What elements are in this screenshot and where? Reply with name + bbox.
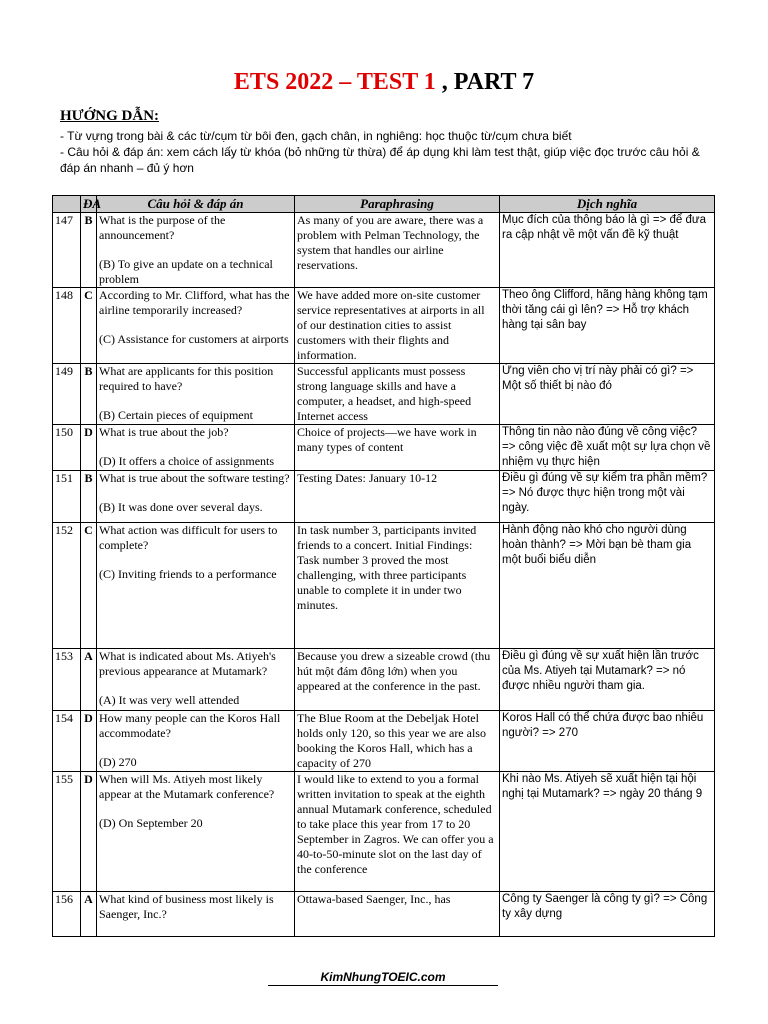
table-row: [53, 649, 715, 711]
answer-letter: B: [81, 364, 97, 425]
answer-text: (B) Certain pieces of equipment: [99, 408, 253, 422]
answer-letter: C: [81, 523, 97, 649]
table-row: [53, 213, 715, 288]
translation-cell: Thông tin nào nào đúng về công việc? => công việc đề xuất một sự lựa chọn về nhiệm vụ thực hiện: [500, 425, 715, 471]
question-cell: [97, 471, 295, 523]
translation-cell: Điều gì đúng về sự kiểm tra phần mềm? => Nó được thực hiện trong một vài ngày.: [500, 471, 715, 523]
answer-text: (A) It was very well attended: [99, 693, 240, 707]
answer-letter: C: [81, 288, 97, 364]
translation-cell: Theo ông Clifford, hãng hàng không tạm thời tăng cái gì lên? => Hỗ trợ khách hàng tại sân bay: [500, 288, 715, 364]
translation-cell: Ứng viên cho vị trí này phải có gì? => Một số thiết bị nào đó: [500, 364, 715, 425]
table-row: [53, 364, 715, 425]
question-cell: [97, 523, 295, 649]
answer-letter: D: [81, 772, 97, 892]
header-paraphrasing: Paraphrasing: [295, 196, 500, 213]
question-number: 147: [53, 213, 81, 288]
question-cell: [97, 711, 295, 772]
paraphrasing-cell: We have added more on-site customer service representatives at airports in all of our destination cities to assist customers with their flights and information.: [295, 288, 500, 364]
table-row: [53, 425, 715, 471]
answer-table: [52, 195, 715, 937]
answer-letter: A: [81, 649, 97, 711]
translation-cell: Khi nào Ms. Atiyeh sẽ xuất hiện tại hội nghị tại Mutamark? => ngày 20 tháng 9: [500, 772, 715, 892]
header-num: [53, 196, 81, 213]
translation-cell: Hành động nào khó cho người dùng hoàn thành? => Mời bạn bè tham gia một buổi biểu diễn: [500, 523, 715, 649]
answer-letter: B: [81, 213, 97, 288]
page-title: [0, 66, 768, 98]
paraphrasing-cell: Successful applicants must possess strong language skills and have a computer, a headset, and high-speed Internet access: [295, 364, 500, 425]
answer-letter: D: [81, 711, 97, 772]
question-cell: [97, 288, 295, 364]
answer-text: (D) 270: [99, 755, 137, 769]
answer-text: (C) Assistance for customers at airports: [99, 332, 289, 346]
question-text: How many people can the Koros Hall accommodate?: [99, 711, 281, 740]
title-test: ETS 2022 – TEST 1: [233, 69, 436, 95]
paraphrasing-cell: Because you drew a sizeable crowd (thu hút một đám đông lớn) when you appeared at the conference in the past.: [295, 649, 500, 711]
question-number: 151: [53, 471, 81, 523]
question-text: What is the purpose of the announcement?: [99, 213, 226, 242]
instructions-line-2: - Câu hỏi & đáp án: xem cách lấy từ khóa (bỏ những từ thừa) để áp dụng khi làm test thật, giúp việc đọc trước câu hỏi & đáp án nhanh – đủ ý hơn: [60, 145, 700, 175]
answer-text: (B) To give an update on a technical problem: [99, 257, 273, 286]
question-number: 148: [53, 288, 81, 364]
answer-text: (C) Inviting friends to a performance: [99, 567, 277, 581]
question-text: When will Ms. Atiyeh most likely appear at the Mutamark conference?: [99, 772, 275, 801]
answer-text: (B) It was done over several days.: [99, 500, 263, 514]
table-row: [53, 523, 715, 649]
answer-letter: B: [81, 471, 97, 523]
question-text: What is indicated about Ms. Atiyeh's previous appearance at Mutamark?: [99, 649, 276, 678]
paraphrasing-cell: In task number 3, participants invited friends to a concert. Initial Findings: Task number 3 proved the most challenging, with three participants unable to complete it in under two minutes.: [295, 523, 500, 649]
question-cell: [97, 425, 295, 471]
instructions-line-1: - Từ vựng trong bài & các từ/cụm từ bôi đen, gạch chân, in nghiêng: học thuộc từ/cụm chưa biết: [60, 129, 572, 143]
translation-cell: Công ty Saenger là công ty gì? => Công ty xây dựng: [500, 892, 715, 937]
question-cell: [97, 772, 295, 892]
answer-text: (D) On September 20: [99, 816, 203, 830]
question-text: What is true about the job?: [99, 425, 229, 439]
table-row: [53, 711, 715, 772]
question-number: 153: [53, 649, 81, 711]
question-text: According to Mr. Clifford, what has the airline temporarily increased?: [99, 288, 290, 317]
instructions-heading: HƯỚNG DẪN:: [60, 108, 160, 124]
paraphrasing-cell: Ottawa-based Saenger, Inc., has: [295, 892, 500, 937]
question-number: 150: [53, 425, 81, 471]
question-cell: [97, 213, 295, 288]
translation-cell: Điều gì đúng về sự xuất hiện lần trước của Ms. Atiyeh tại Mutamark? => nó được nhiều người tham gia.: [500, 649, 715, 711]
paraphrasing-cell: I would like to extend to you a formal written invitation to speak at the eighth annual Mutamark conference, scheduled to take place this year from 17 to 20 September in Zagros. We can offer you a 40-to-50-minute slot on the last day of the conference: [295, 772, 500, 892]
header-answer: ĐA: [81, 196, 97, 213]
footer-site: KimNhungTOEIC.com: [268, 970, 498, 986]
paraphrasing-cell: The Blue Room at the Debeljak Hotel holds only 120, so this year we are also booking the Koros Hall, which has a capacity of 270: [295, 711, 500, 772]
translation-cell: Koros Hall có thể chứa được bao nhiêu người? => 270: [500, 711, 715, 772]
question-number: 152: [53, 523, 81, 649]
answer-text: (D) It offers a choice of assignments: [99, 454, 275, 468]
table-row: [53, 892, 715, 937]
question-text: What kind of business most likely is Saenger, Inc.?: [99, 892, 274, 921]
translation-cell: Mục đích của thông báo là gì => để đưa ra cập nhật về một vấn đề kỹ thuật: [500, 213, 715, 288]
paraphrasing-cell: Choice of projects—we have work in many types of content: [295, 425, 500, 471]
question-text: What are applicants for this position required to have?: [99, 364, 274, 393]
question-number: 149: [53, 364, 81, 425]
table-row: [53, 288, 715, 364]
title-part: , PART 7: [435, 69, 535, 95]
question-text: What is true about the software testing?: [99, 471, 290, 485]
table-row: [53, 471, 715, 523]
answer-letter: A: [81, 892, 97, 937]
question-number: 154: [53, 711, 81, 772]
question-text: What action was difficult for users to complete?: [99, 523, 278, 552]
paraphrasing-cell: As many of you are aware, there was a problem with Pelman Technology, the system that handles our airline reservations.: [295, 213, 500, 288]
header-question: Câu hỏi & đáp án: [97, 196, 295, 213]
question-cell: [97, 364, 295, 425]
question-number: 155: [53, 772, 81, 892]
paraphrasing-cell: Testing Dates: January 10-12: [295, 471, 500, 523]
question-cell: [97, 649, 295, 711]
table-header-row: [53, 196, 715, 213]
table-row: [53, 772, 715, 892]
instructions: [60, 108, 710, 176]
question-cell: [97, 892, 295, 937]
header-translation: Dịch nghĩa: [500, 196, 715, 213]
question-number: 156: [53, 892, 81, 937]
answer-letter: D: [81, 425, 97, 471]
